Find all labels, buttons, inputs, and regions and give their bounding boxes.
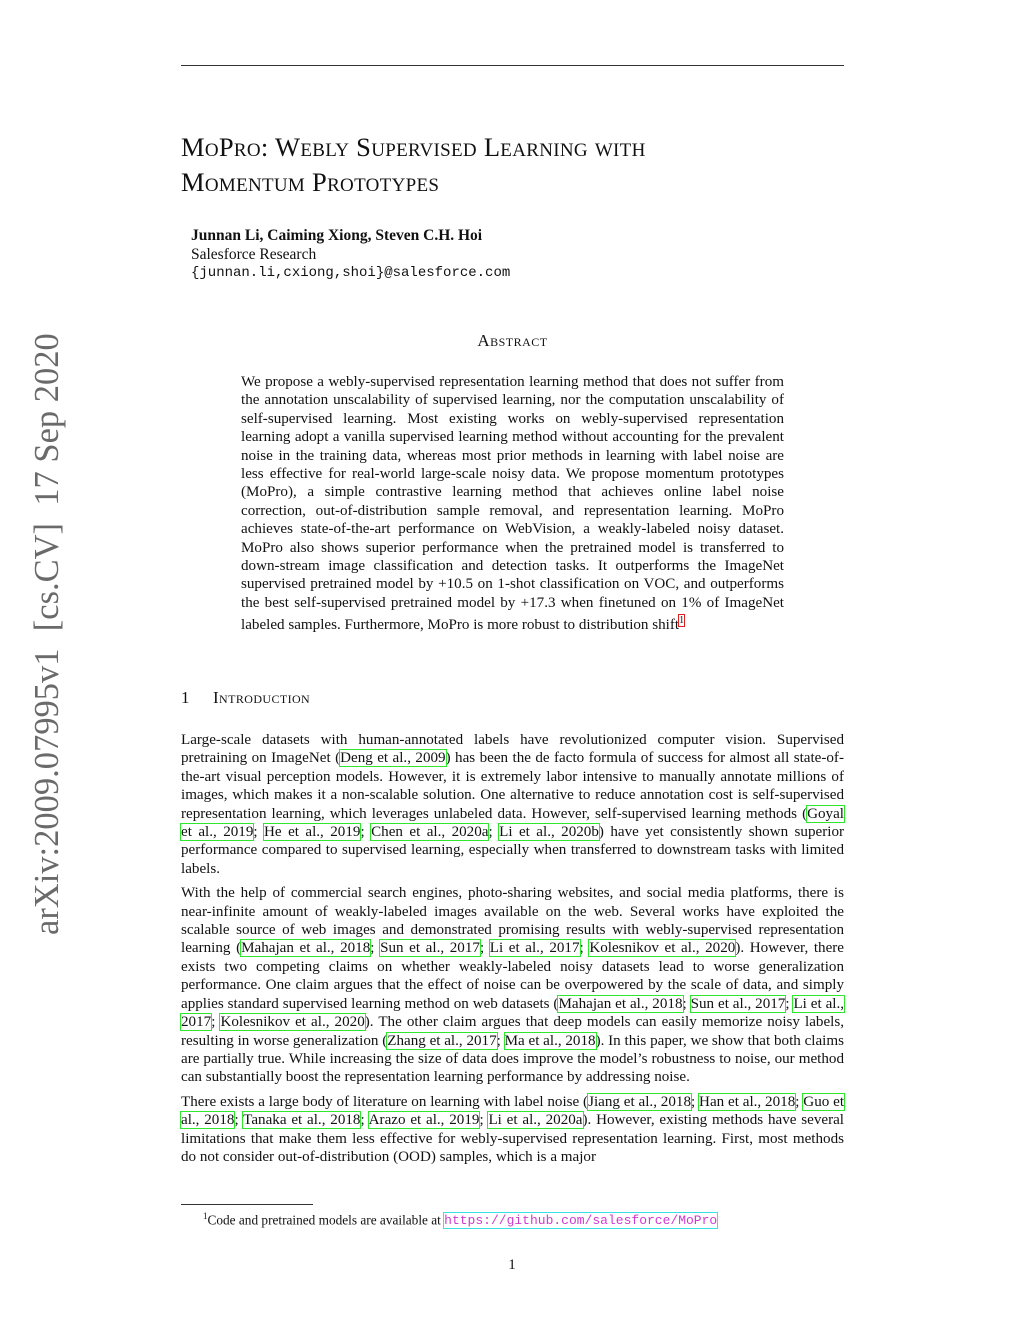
citation-link[interactable]: Ma et al., 2018: [504, 1032, 596, 1049]
citation-link[interactable]: Zhang et al., 2017: [387, 1032, 497, 1049]
author-email: {junnan.li,cxiong,shoi}@salesforce.com: [191, 265, 511, 281]
title-line-1: MoPro: Webly Supervised Learning with: [181, 132, 646, 162]
text-run: ) has been the de facto formula of success for almost all state-of-the-art visual perception models. However, it is extremely labor intensive to manually annotate millions of images, which makes it a non-scalable solution. One alternative to reduce annotation cost is self-supervised representation learning, which leverages unlabeled data. However, self-supervised learning methods (: [181, 750, 844, 822]
citation-link[interactable]: Chen et al., 2020a: [371, 824, 489, 841]
citation-link[interactable]: He et al., 2019: [264, 824, 361, 841]
author-names: Junnan Li, Caiming Xiong, Steven C.H. Hoi: [191, 227, 483, 244]
text-run: With the help of commercial search engines, photo-sharing websites, and social media platforms, there is near-infinite amount of weakly-labeled images available on the web. Several works have exploited the scalable source of web images and demonstrated promising results with webly-supervised representation learning (: [181, 885, 844, 957]
footnote-url-link[interactable]: https://github.com/salesforce/MoPro: [444, 1213, 718, 1229]
text-run: There exists a large body of literature on learning with label noise (: [181, 1093, 589, 1110]
affiliation: Salesforce Research: [191, 246, 317, 263]
paragraph-3: There exists a large body of literature on learning with label noise (Jiang et al., 2018; Han et al., 2018; Guo et al., 2018; Tanaka et al., 2018; Arazo et al., 2019; Li et al., 2020a). However, existing methods have several limitations that make them less effective for webly-supervised representation learning. First, most methods do not consider out-of-distribution (OOD) samples, which is a major: [181, 1093, 845, 1165]
text-run: Large-scale datasets with human-annotated labels have revolutionized computer vision. Supervised pretraining on ImageNet (: [181, 732, 844, 767]
citation-link[interactable]: Jiang et al., 2018: [588, 1093, 691, 1110]
footnote-rule: [181, 1204, 313, 1205]
section-title: Introduction: [213, 688, 311, 707]
paragraph-2: With the help of commercial search engines, photo-sharing websites, and social media platforms, there is near-infinite amount of weakly-labeled images available on the web. Several works have exploited the scalable source of web images and demonstrated promising results with webly-supervised representation learning (Mahajan et al., 2018; Sun et al., 2017; Li et al., 2017; Kolesnikov et al., 2020). However, there exists two competing claims on whether weakly-labeled noisy datasets lead to worse generalization performance. One claim argues that the effect of noise can be overpowered by the scale of data, and simply applies standard supervised learning method on web datasets (Mahajan et al., 2018; Sun et al., 2017; Li et al., 2017; Kolesnikov et al., 2020). The other claim argues that deep models can easily memorize noisy labels, resulting in worse generalization (Zhang et al., 2017; Ma et al., 2018). In this paper, we show that both claims are partially true. While increasing the size of data does improve the model’s robustness to noise, our method can substantially boost the representation learning performance by addressing noise.: [181, 885, 845, 1086]
text-run: ). However, existing methods have several limitations that make them less effective for webly-supervised representation learning. First, most methods do not consider out-of-distribution (OOD) samples, which is a major: [181, 1112, 844, 1165]
citation-link[interactable]: Mahajan et al., 2018: [558, 995, 683, 1012]
citation-link[interactable]: Li et al., 2017: [181, 995, 845, 1031]
text-run: ). However, there exists two competing claims on whether weakly-labeled noisy datasets lead to worse generalization performance. One claim argues that the effect of noise can be overpowered by the scale of data, and simply applies standard supervised learning method on web datasets (: [181, 940, 844, 1012]
paragraph-1: Large-scale datasets with human-annotated labels have revolutionized computer vision. Supervised pretraining on ImageNet (Deng et al., 2009) has been the de facto formula of success for almost all state-of-the-art visual perception models. However, it is extremely labor intensive to manually annotate millions of images, which makes it a non-scalable solution. One alternative to reduce annotation cost is self-supervised representation learning, which leverages unlabeled data. However, self-supervised learning methods (Goyal et al., 2019; He et al., 2019; Chen et al., 2020a; Li et al., 2020b) have yet consistently shown superior performance compared to supervised learning, especially when transferred to downstream tasks with limited labels.: [181, 732, 845, 877]
section-number: 1: [181, 688, 190, 707]
citation-link[interactable]: Mahajan et al., 2018: [241, 940, 371, 957]
paper-title: [181, 130, 844, 200]
footnote-text: Code and pretrained models are available at: [207, 1212, 445, 1228]
section-heading: [181, 688, 310, 708]
citation-link[interactable]: Sun et al., 2017: [690, 995, 786, 1012]
footnote-mark: 1: [203, 1211, 208, 1221]
citation-link[interactable]: Guo et al., 2018: [181, 1093, 845, 1129]
footnote: [203, 1208, 717, 1229]
citation-link[interactable]: Arazo et al., 2019: [368, 1112, 480, 1129]
title-line-2: Momentum Prototypes: [181, 167, 440, 197]
top-rule: [181, 65, 844, 66]
citation-link[interactable]: Li et al., 2017: [489, 940, 580, 957]
footnote-ref-link[interactable]: 1: [679, 615, 685, 627]
text-run: ) have yet consistently shown superior performance compared to supervised learning, especially when transferred to downstream tasks with limited labels.: [181, 824, 845, 877]
citation-link[interactable]: Han et al., 2018: [699, 1093, 796, 1110]
intro-body: [181, 731, 844, 1172]
abstract-text: We propose a webly-supervised representation learning method that does not suffer from the annotation unscalability of supervised learning, nor the computation unscalability of self-supervised learning. Most existing works on webly-supervised representation learning adopt a vanilla supervised learning method without accounting for the prevalent noise in the training data, whereas most prior methods in learning with label noise are less effective for real-world large-scale noisy data. We propose momentum prototypes (MoPro), a simple contrastive learning method that achieves online label noise correction, out-of-distribution sample removal, and representation learning. MoPro achieves state-of-the-art performance on WebVision, a weakly-labeled noisy dataset. MoPro also shows superior performance when the pretrained model is transferred to down-stream image classification and detection tasks. It outperforms the ImageNet supervised pretrained model by +10.5 on 1-shot classification on VOC, and outperforms the best self-supervised pretrained model by +17.3 when finetuned on 1% of ImageNet labeled samples. Furthermore, MoPro is more robust to distribution shift: [241, 374, 784, 634]
citation-link[interactable]: Deng et al., 2009: [340, 750, 446, 767]
abstract-body: [241, 373, 784, 635]
citation-link[interactable]: Tanaka et al., 2018: [243, 1112, 361, 1129]
citation-link[interactable]: Li et al., 2020b: [499, 824, 599, 841]
citation-link[interactable]: Kolesnikov et al., 2020: [220, 1014, 365, 1031]
citation-link[interactable]: Goyal et al., 2019: [181, 805, 844, 841]
citation-link[interactable]: Kolesnikov et al., 2020: [589, 940, 736, 957]
citation-link[interactable]: Li et al., 2020a: [488, 1112, 583, 1129]
arxiv-sidebar-id: arXiv:2009.07995v1 [cs.CV] 17 Sep 2020: [28, 333, 66, 935]
citation-link[interactable]: Sun et al., 2017: [380, 940, 480, 957]
text-run: ). The other claim argues that deep models can easily memorize noisy labels, resulting in worse generalization (: [181, 1014, 845, 1049]
page-number: 1: [508, 1257, 516, 1273]
author-block: [191, 226, 510, 283]
abstract-heading: Abstract: [477, 331, 548, 350]
text-run: ). In this paper, we show that both claims are partially true. While increasing the size of data does improve the model’s robustness to noise, our method can substantially boost the representation learning performance by addressing noise.: [181, 1032, 844, 1086]
